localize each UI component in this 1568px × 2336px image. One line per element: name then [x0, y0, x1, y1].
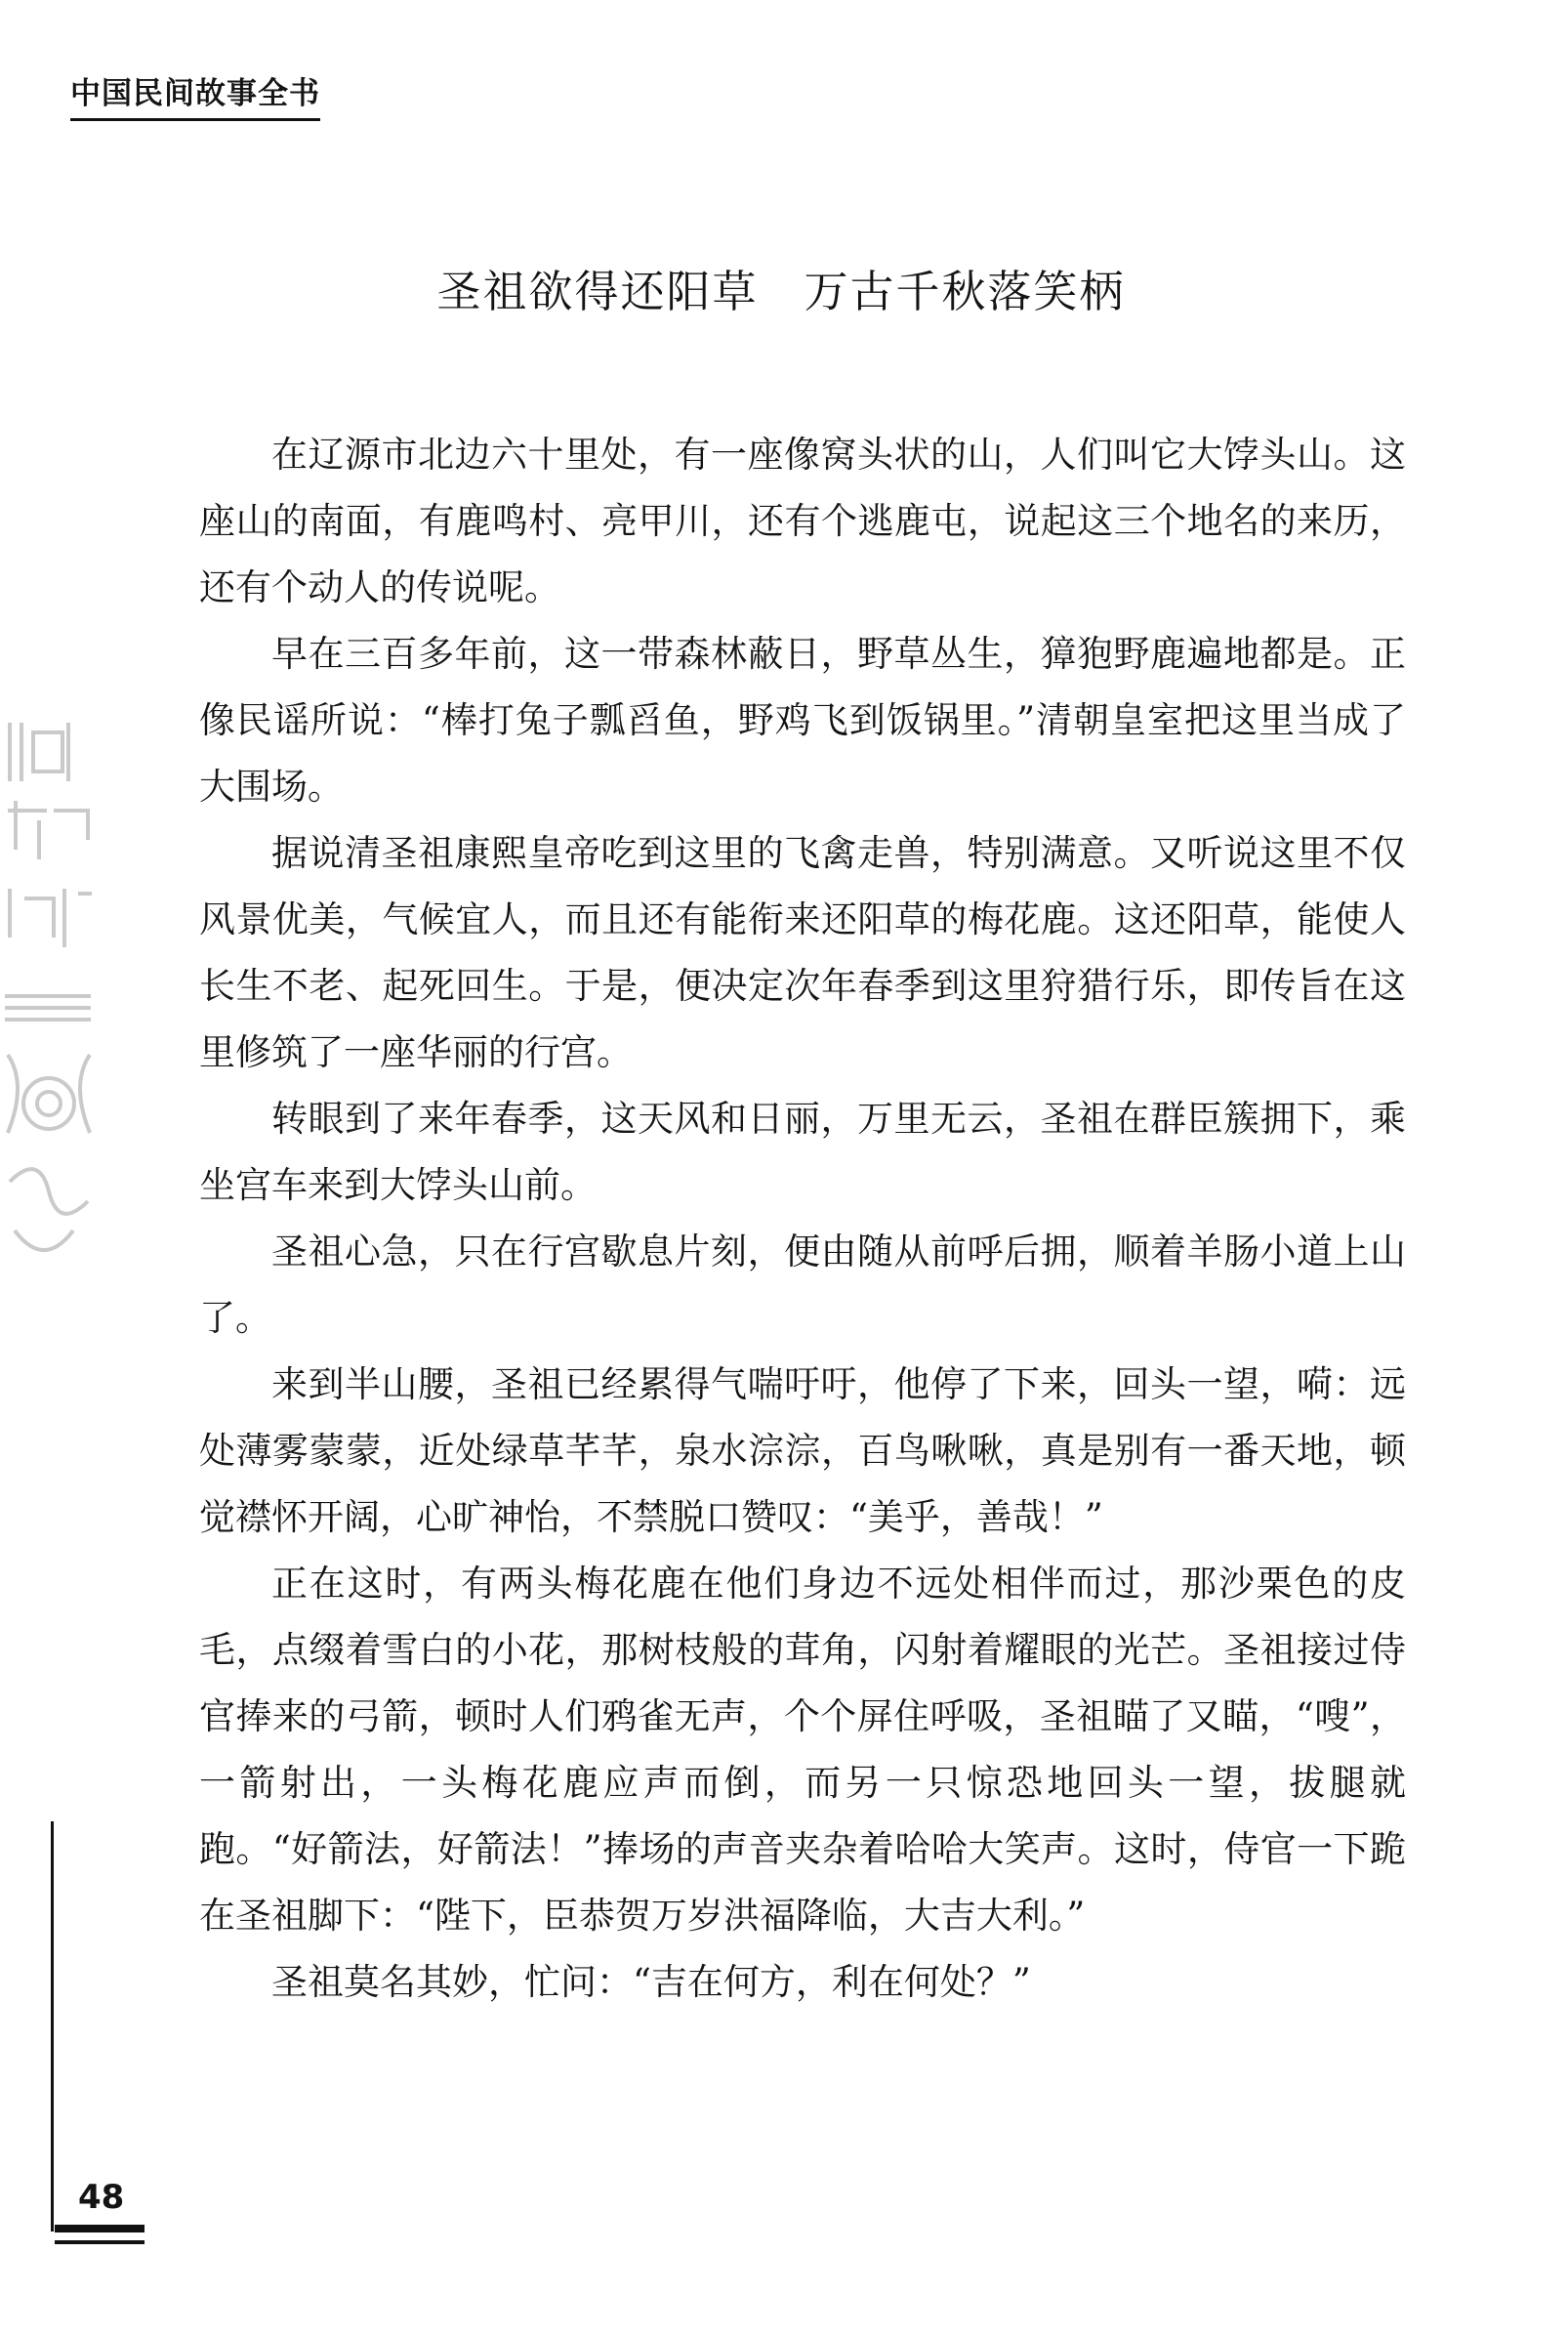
paragraph: 来到半山腰，圣祖已经累得气喘吁吁，他停了下来，回头一望，嗬：远处薄雾蒙蒙，近处绿草芊芊，泉水淙淙，百鸟啾啾，真是别有一番天地，顿觉襟怀开阔，心旷神怡，不禁脱口赞叹：“美乎，善哉！”	[199, 1363, 1406, 1538]
running-head: 中国民间故事全书	[70, 68, 320, 121]
paragraph: 圣祖莫名其妙，忙问：“吉在何方，利在何处？”	[271, 1961, 1031, 2003]
body-text	[199, 422, 1406, 2016]
page-number: 48	[78, 2178, 125, 2217]
paragraph: 圣祖心急，只在行宫歇息片刻，便由随从前呼后拥，顺着羊肠小道上山了。	[199, 1231, 1406, 1339]
chapter-title: 圣祖欲得还阳草 万古千秋落笑柄	[436, 266, 1126, 317]
folio-rule-thin	[55, 2240, 144, 2244]
margin-rule	[51, 1821, 54, 2232]
paragraph: 早在三百多年前，这一带森林蔽日，野草丛生，獐狍野鹿遍地都是。正像民谣所说：“棒打兔子瓢舀鱼，野鸡飞到饭锅里。”清朝皇室把这里当成了大围场。	[199, 633, 1406, 808]
decorative-margin-art	[0, 703, 96, 1309]
paragraph: 在辽源市北边六十里处，有一座像窝头状的山，人们叫它大饽头山。这座山的南面，有鹿鸣村、亮甲川，还有个逃鹿屯，说起这三个地名的来历，还有个动人的传说呢。	[199, 434, 1406, 608]
paragraph: 据说清圣祖康熙皇帝吃到这里的飞禽走兽，特别满意。又听说这里不仅风景优美，气候宜人，而且还有能衔来还阳草的梅花鹿。这还阳草，能使人长生不老、起死回生。于是，便决定次年春季到这里狩猎行乐，即传旨在这里修筑了一座华丽的行宫。	[199, 832, 1406, 1073]
paragraph: 转眼到了来年春季，这天风和日丽，万里无云，圣祖在群臣簇拥下，乘坐宫车来到大饽头山前。	[199, 1098, 1406, 1206]
paragraph: 正在这时，有两头梅花鹿在他们身边不远处相伴而过，那沙栗色的皮毛，点缀着雪白的小花，那树枝般的茸角，闪射着耀眼的光芒。圣祖接过侍官捧来的弓箭，顿时人们鸦雀无声，个个屏住呼吸，圣祖瞄了又瞄，“嗖”，一箭射出，一头梅花鹿应声而倒，而另一只惊恐地回头一望，拔腿就跑。“好箭法，好箭法！”捧场的声音夹杂着哈哈大笑声。这时，侍官一下跪在圣祖脚下：“陛下，臣恭贺万岁洪福降临，大吉大利。”	[199, 1563, 1406, 1937]
folio-rule	[55, 2225, 144, 2232]
